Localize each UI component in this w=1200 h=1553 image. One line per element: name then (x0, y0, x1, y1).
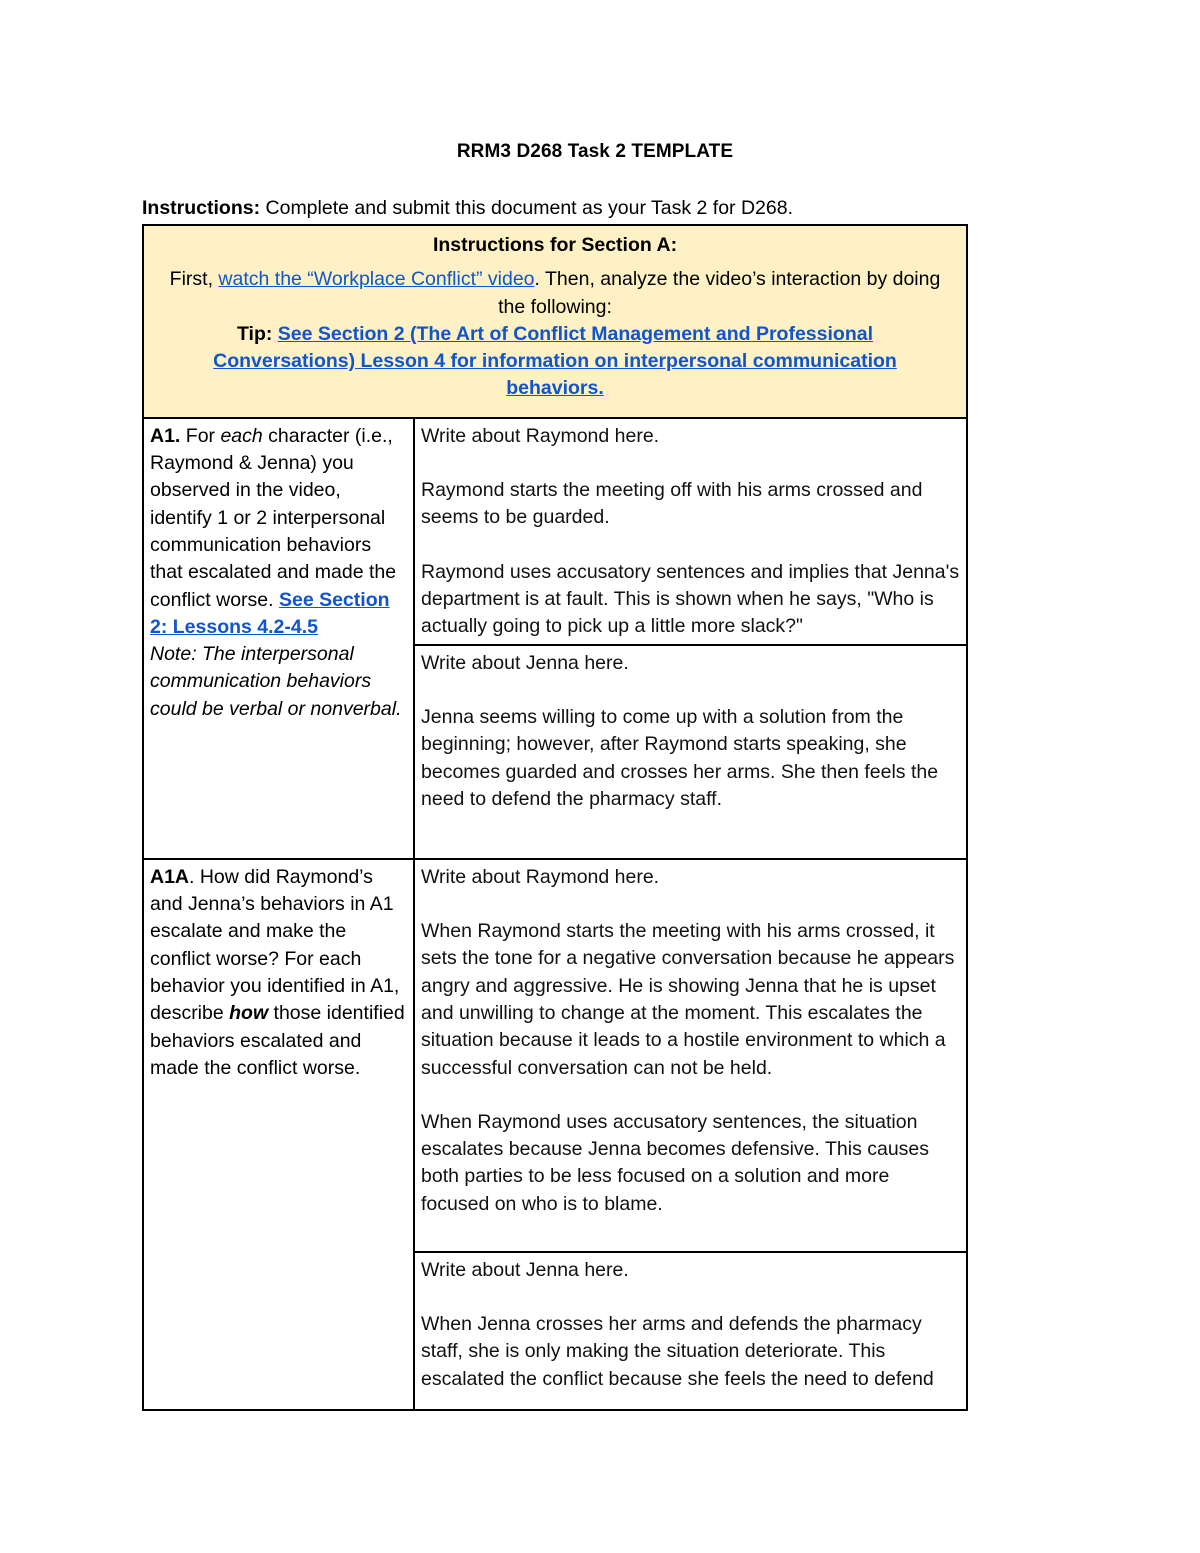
a1-prompt-cell (143, 418, 414, 859)
a1-jenna-paragraph-1: Jenna seems willing to come up with a solution from the beginning; however, after Raymond starts speaking, she becomes guarded and crosses her arms. She then feels the need to defend the pharmacy staff. (421, 706, 939, 810)
tip-line (164, 321, 946, 403)
a1-section-link[interactable]: See Section 2: Lessons 4.2-4.5 (150, 588, 390, 638)
a1a-prompt-how: how (229, 1002, 269, 1025)
a1a-jenna-cell[interactable] (414, 1252, 967, 1410)
section-a-instructions (164, 266, 946, 321)
a1a-jenna-heading: Write about Jenna here. (421, 1258, 629, 1281)
a1-raymond-paragraph-1: Raymond starts the meeting off with his arms crossed and seems to be guarded. (421, 479, 923, 529)
a1a-prompt-cell (143, 859, 414, 1410)
document-title: RRM3 D268 Task 2 TEMPLATE (456, 141, 734, 162)
instructions-text: Complete and submit this document as your Task 2 for D268. (260, 197, 794, 219)
a1-prompt-part-2: character (i.e., Raymond & Jenna) you observed in the video, identify 1 or 2 interpersonal communication behaviors that escalated and made the conflict worse. (150, 424, 397, 611)
a1-raymond-heading: Write about Raymond here. (421, 424, 660, 447)
a1-raymond-paragraph-2: Raymond uses accusatory sentences and implies that Jenna's department is at fault. This is shown when he says, "Who is actually going to pick up a little more slack?" (421, 560, 960, 638)
task-table (142, 224, 968, 1411)
a1-jenna-heading: Write about Jenna here. (421, 651, 629, 674)
a1a-jenna-paragraph-1: When Jenna crosses her arms and defends the pharmacy staff, she is only making the situation deteriorate. This escalated the conflict because she feels the need to defend (421, 1313, 934, 1390)
instructions-label: Instructions: (142, 197, 261, 219)
section-a-header (143, 225, 967, 418)
a1a-raymond-paragraph-1: When Raymond starts the meeting with his arms crossed, it sets the tone for a negative conversation because he appears angry and aggressive. He is showing Jenna that he is upset and unwilling to change at the moment. This escalates the situation because it leads to a hostile environment to which a successful conversation can not be held. (421, 920, 955, 1079)
a1a-label: A1A (150, 865, 190, 888)
a1-prompt-each: each (220, 424, 263, 447)
a1-raymond-cell[interactable] (414, 418, 967, 645)
a1-jenna-cell[interactable] (414, 645, 967, 859)
a1a-prompt-part-1: . How did Raymond’s and Jenna’s behaviors in A1 escalate and make the conflict worse? For each behavior you identified in A1, describe (150, 865, 400, 1025)
a1a-raymond-heading: Write about Raymond here. (421, 865, 660, 888)
a1-label: A1. (150, 424, 181, 447)
workplace-conflict-video-link[interactable]: watch the “Workplace Conflict” video (218, 268, 535, 291)
a1a-raymond-paragraph-2: When Raymond uses accusatory sentences, the situation escalates because Jenna becomes defensive. This causes both parties to be less focused on a solution and more focused on who is to blame. (421, 1110, 930, 1215)
first-suffix: . Then, analyze the video’s interaction by doing the following: (498, 268, 941, 318)
a1-note: Note: The interpersonal communication behaviors could be verbal or nonverbal. (150, 643, 402, 720)
first-prefix: First, (169, 268, 219, 291)
tip-label: Tip: (236, 322, 278, 345)
instructions-line (142, 197, 793, 220)
a1a-prompt-part-2: those identified behaviors escalated and made the conflict worse. (150, 1002, 405, 1079)
a1-prompt-part-1: For (180, 424, 221, 447)
section-a-title: Instructions for Section A: (432, 234, 678, 256)
a1a-raymond-cell[interactable] (414, 859, 967, 1252)
tip-section-link[interactable]: See Section 2 (The Art of Conflict Management and Professional Conversations) Lesson 4 for information on interpersonal communication behaviors. (213, 322, 897, 400)
